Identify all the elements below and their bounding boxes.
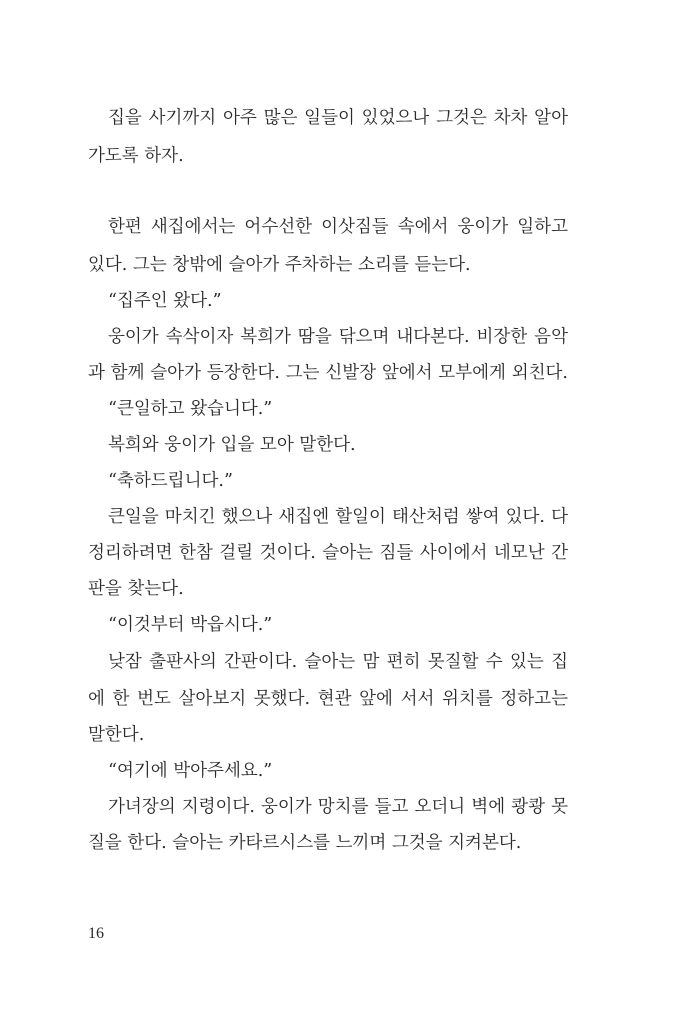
text-line: 말한다. bbox=[88, 725, 145, 745]
text-line: 웅이가 속삭이자 복희가 땀을 닦으며 내다본다. 비장한 음악 bbox=[108, 327, 568, 347]
text-line: 과 함께 슬아가 등장한다. 그는 신발장 앞에서 모부에게 외친다. bbox=[88, 363, 568, 383]
text-line: 복희와 웅이가 입을 모아 말한다. bbox=[108, 435, 356, 455]
dialogue-line: “이것부터 박읍시다.” bbox=[108, 615, 273, 635]
text-line: 질을 한다. 슬아는 카타르시스를 느끼며 그것을 지켜본다. bbox=[88, 833, 522, 853]
dialogue-line: “집주인 왔다.” bbox=[108, 291, 222, 311]
text-line: 에 한 번도 살아보지 못했다. 현관 앞에 서서 위치를 정하고는 bbox=[88, 689, 568, 709]
text-line: 가녀장의 지령이다. 웅이가 망치를 들고 오더니 벽에 쾅쾅 못 bbox=[108, 797, 568, 817]
dialogue-line: “여기에 박아주세요.” bbox=[108, 761, 273, 781]
text-line: 집을 사기까지 아주 많은 일들이 있었으나 그것은 차차 알아 bbox=[108, 108, 568, 128]
text-line: 가도록 하자. bbox=[88, 146, 184, 166]
book-page bbox=[88, 0, 568, 1024]
text-line: 한편 새집에서는 어수선한 이삿짐들 속에서 웅이가 일하고 bbox=[108, 217, 568, 237]
dialogue-line: “큰일하고 왔습니다.” bbox=[108, 399, 273, 419]
text-line: 정리하려면 한참 걸릴 것이다. 슬아는 짐들 사이에서 네모난 간 bbox=[88, 543, 568, 563]
dialogue-line: “축하드립니다.” bbox=[108, 471, 233, 491]
page-number: 16 bbox=[88, 925, 104, 942]
text-line: 판을 찾는다. bbox=[88, 579, 184, 599]
text-line: 낮잠 출판사의 간판이다. 슬아는 맘 편히 못질할 수 있는 집 bbox=[108, 652, 568, 672]
text-line: 있다. 그는 창밖에 슬아가 주차하는 소리를 듣는다. bbox=[88, 255, 471, 275]
text-line: 큰일을 마치긴 했으나 새집엔 할일이 태산처럼 쌓여 있다. 다 bbox=[108, 507, 568, 527]
